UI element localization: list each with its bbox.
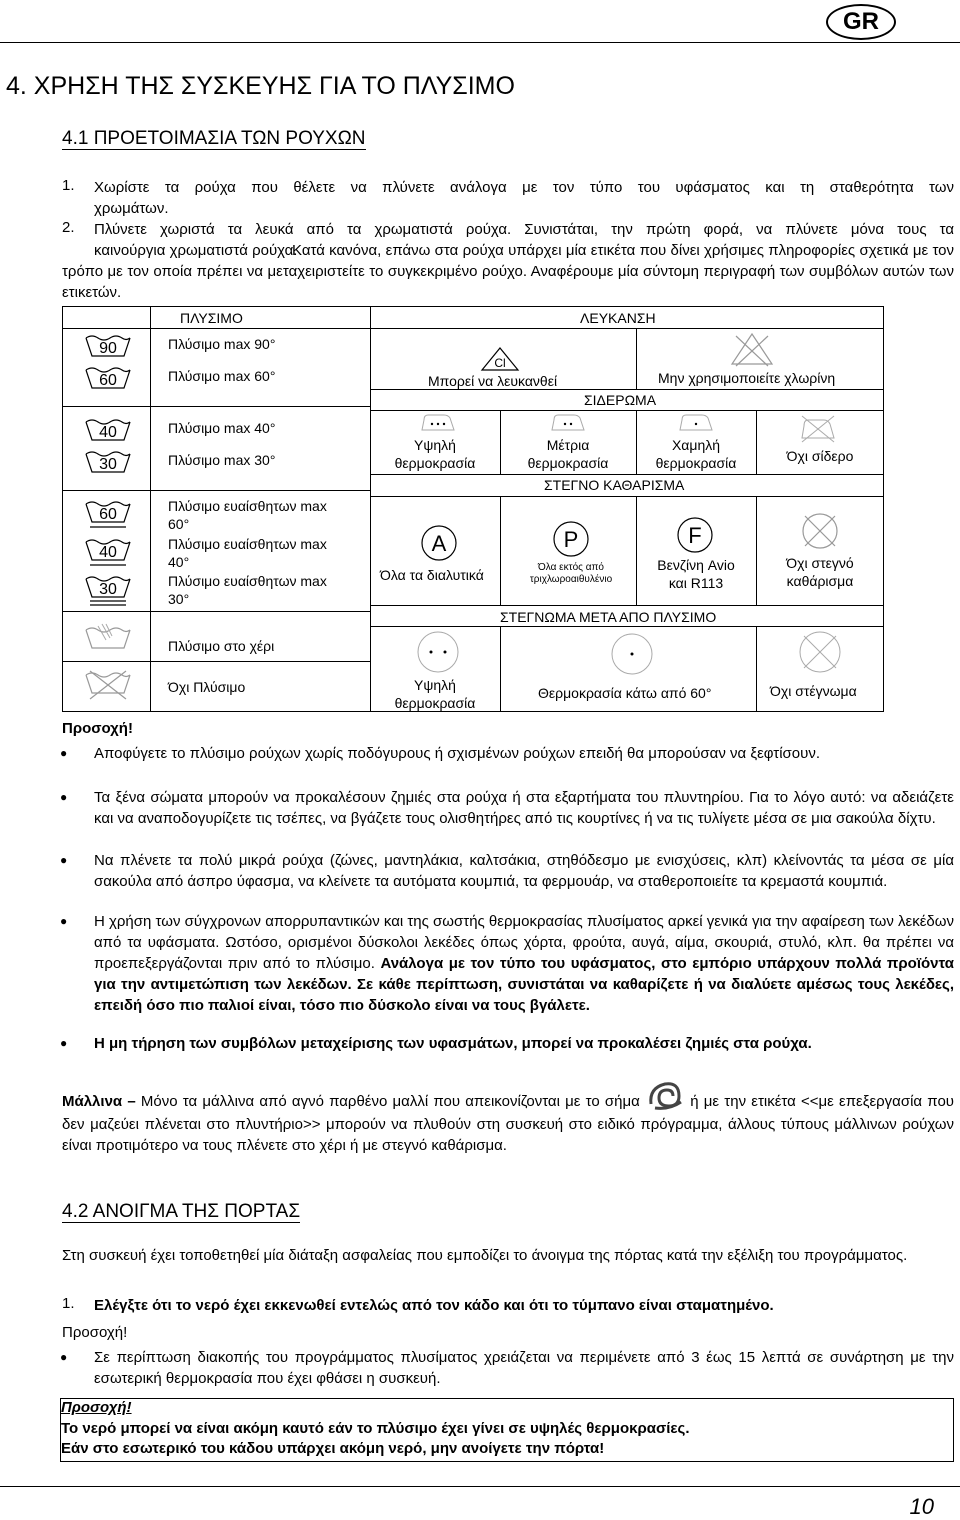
wash-label: Πλύσιμο ευαίσθητων max xyxy=(168,536,327,552)
wash-label: Πλύσιμο στο χέρι xyxy=(168,638,275,654)
door-paragraph: Στη συσκευή έχει τοποθετηθεί μία διάταξη ασφαλείας που εμποδίζει το άνοιγμα της πόρτας κατά την εξέλιξη του προγράμματος. xyxy=(62,1247,908,1264)
wash-tub-icon xyxy=(84,364,132,395)
list-item-text: χρωμάτων. xyxy=(94,200,169,217)
tumble-dry-header: ΣΤΕΓΝΩΜΑ ΜΕΤΑ ΑΠΟ ΠΛΥΣΙΜΟ xyxy=(500,609,717,625)
language-badge: GR xyxy=(826,4,896,40)
tub-number: 60 xyxy=(99,372,117,389)
caution-item: Σε περίπτωση διακοπής του προγράμματος πλυσίματος χρειάζεται να περιμένετε από 3 έως 15 λεπτά σε συνάρτηση με την εσωτερική θερμοκρασία που έχει φθάσει η συσκευή. xyxy=(94,1349,954,1387)
bullet-icon: ● xyxy=(60,914,68,928)
no-tumble-dry-label: Όχι στέγνωμα xyxy=(770,683,857,699)
gentle-wash-tub-icon xyxy=(84,536,132,573)
no-iron-icon xyxy=(798,414,838,449)
list-item-number: 2. xyxy=(62,219,75,236)
dry-clean-a-icon xyxy=(420,524,458,567)
caution-item: Να πλένετε τα πολύ μικρά ρούχα (ζώνες, μαντηλάκια, καλτσάκια, στηθόδεσμο με ενισχύσεις, κλπ) κλείνοντάς τα μέσα σε μία σακούλα από άσπρο ύφασμα, να κλείνετε τα αυτόματα κουμπιά, τα φερμουάρ, να σταθεροποιείτε τα κρεμαστά κουμπιά. xyxy=(94,852,954,890)
wash-label: 40° xyxy=(168,554,190,570)
no-dry-clean-icon xyxy=(801,512,839,555)
list-item-text: Χωρίστε τα ρούχα που θέλετε να πλύνετε ανάλογα με τον τύπο του υφάσματος και τη σταθερότητα των xyxy=(94,179,954,196)
tub-number: 30 xyxy=(99,581,117,598)
iron-medium-icon xyxy=(548,412,588,439)
iron-medium-label: Μέτρια θερμοκρασία xyxy=(527,437,609,471)
no-wash-icon xyxy=(84,669,132,708)
warning-label: Προσοχή! xyxy=(61,1399,132,1416)
bullet-icon: ● xyxy=(60,1036,68,1050)
iron-low-icon xyxy=(676,412,716,439)
wash-label: 60° xyxy=(168,516,190,532)
no-bleach-icon xyxy=(730,332,774,373)
tumble-dry-high-icon xyxy=(416,630,460,679)
tub-number: 40 xyxy=(99,424,117,441)
tub-number: 40 xyxy=(99,544,117,561)
caution-label: Προσοχή! xyxy=(62,720,133,737)
dry-clean-p-label: Όλα εκτός από τριχλωροαιθυλένιο xyxy=(529,562,613,585)
wool-paragraph: Μάλλινα – Μόνο τα μάλλινα από αγνό παρθένο μαλλί που απεικονίζονται με το σήμα ή με την ετικέτα <<με επεξεργασία που δεν μαζεύει πλένεται στο πλυντήριο>> μπορούν να πλυθούν στη συσκευή στο ειδικό πρόγραμμα, άλλους τύπους μάλλινων ρούχων είναι προτιμότερο να τους πλένετε στο χέρι ή με στεγνό καθάρισμα. xyxy=(62,1088,954,1156)
ironing-header: ΣΙΔΕΡΩΜΑ xyxy=(584,392,657,408)
list-item-number: 1. xyxy=(62,177,75,194)
list-item-number: 1. xyxy=(62,1295,75,1312)
bleach-allowed-label: Μπορεί να λευκανθεί xyxy=(428,373,558,389)
gentle-wash-tub-icon xyxy=(84,573,132,612)
caution-label: Προσοχή! xyxy=(62,1324,128,1341)
wash-label: Όχι Πλύσιμο xyxy=(168,679,246,695)
footer-rule xyxy=(0,1486,960,1487)
warning-box xyxy=(60,1398,954,1462)
warning-text: Το νερό μπορεί να είναι ακόμη καυτό εάν το πλύσιμο έχει γίνει σε υψηλές θερμοκρασίες. xyxy=(61,1420,690,1437)
dry-clean-symbol: A xyxy=(431,531,447,556)
wash-label: 30° xyxy=(168,591,190,607)
wash-label: Πλύσιμο max 40° xyxy=(168,420,276,436)
bleach-header: ΛΕΥΚΑΝΣΗ xyxy=(580,310,656,326)
list-item-text: καινούργια χρωματιστά ρούχα. xyxy=(94,242,298,259)
tub-number: 60 xyxy=(99,506,117,523)
tumble-dry-high-label: Υψηλή θερμοκρασία xyxy=(394,677,476,711)
wash-header: ΠΛΥΣΙΜΟ xyxy=(180,310,243,326)
caution-item: Αποφύγετε το πλύσιμο ρούχων χωρίς ποδόγυρους ή σχισμένων ρούχων επειδή θα μπορούσαν να ξεφτίσουν. xyxy=(94,745,821,762)
iron-high-label: Υψηλή θερμοκρασία xyxy=(394,437,476,471)
tumble-dry-low-label: Θερμοκρασία κάτω από 60° xyxy=(538,685,712,701)
no-bleach-label: Μην χρησιμοποιείτε χλωρίνη xyxy=(658,370,836,386)
wash-tub-icon xyxy=(84,416,132,447)
iron-low-label: Χαμηλή θερμοκρασία xyxy=(655,437,737,471)
page-number: 10 xyxy=(909,1494,934,1519)
iron-high-icon xyxy=(418,412,458,439)
header-rule xyxy=(0,42,960,43)
wash-label: Πλύσιμο max 60° xyxy=(168,368,276,384)
no-dry-clean-label: Όχι στεγνό καθάρισμα xyxy=(786,555,854,589)
gentle-wash-tub-icon xyxy=(84,498,132,535)
wash-tub-icon xyxy=(84,448,132,479)
list-item-text: Πλύνετε χωριστά τα λευκά από τα χρωματιστά ρούχα. Συνιστάται, την πρώτη φορά, να πλύνετε μόνα τους τα xyxy=(94,221,954,238)
hand-wash-icon xyxy=(84,622,132,657)
dry-clean-p-icon xyxy=(552,520,590,563)
chapter-title: 4. ΧΡΗΣΗ ΤΗΣ ΣΥΣΚΕΥΗΣ ΓΙΑ ΤΟ ΠΛΥΣΙΜΟ xyxy=(6,72,515,100)
wash-label: Πλύσιμο max 90° xyxy=(168,336,276,352)
bullet-icon: ● xyxy=(60,1350,68,1364)
tub-number: 30 xyxy=(99,456,117,473)
dry-clean-f-icon xyxy=(676,516,714,559)
bullet-icon: ● xyxy=(60,853,68,867)
section-title-4-2: 4.2 ΑΝΟΙΓΜΑ ΤΗΣ ΠΟΡΤΑΣ xyxy=(62,1201,301,1222)
bullet-icon: ● xyxy=(60,746,68,760)
dry-clean-symbol: P xyxy=(563,527,579,552)
wash-label: Πλύσιμο max 30° xyxy=(168,452,276,468)
labels-paragraph: Κατά κανόνα, επάνω στα ρούχα υπάρχει μία ετικέτα που δίνει χρήσιμες πληροφορίες σχετικά με τον τρόπο με τον οποία πρέπει να μεταχειριστείτε το συγκεκριμένο ρούχο. Αναφέρουμε μία σύντομη περιγραφή των συμβόλων αυτών των ετικετών. xyxy=(62,242,954,301)
caution-item: Η χρήση των σύγχρονων απορρυπαντικών και της σωστής θερμοκρασίας πλυσίματος αρκεί γενικά για την αφαίρεση των λεκέδων από τα υφάσματα. Ωστόσο, ορισμένοι δύσκολοι λεκέδες όπως χόρτα, φρούτα, αυγά, αίμα, σκουριά, στυλό, κλπ. θα πρέπει να προεπεξεργάζονται πριν από το πλύσιμο. Ανάλογα με τον τύπο του υφάσματος, στο εμπόριο υπάρχουν πολλά προϊόντα για την αντιμετώπιση των λεκέδων. Σε κάθε περίπτωση, συνιστάται να καθαρίζετε ή να διαλύετε αμέσως τους λεκέδες, επειδή όσο πιο παλιοί είναι, τόσο πιο δύσκολο είναι να τους βγάλετε. xyxy=(94,913,955,1014)
dry-clean-a-label: Όλα τα διαλυτικά xyxy=(380,567,484,583)
wash-label: Πλύσιμο ευαίσθητων max xyxy=(168,573,327,589)
no-tumble-dry-icon xyxy=(798,630,842,679)
wash-label: Πλύσιμο ευαίσθητων max xyxy=(168,498,327,514)
dry-clean-f-label: Βενζίνη Avio και R113 xyxy=(657,557,735,591)
wash-tub-icon xyxy=(84,332,132,363)
woolmark-icon xyxy=(645,1088,685,1114)
caution-item: Η μη τήρηση των συμβόλων μεταχείρισης των υφασμάτων, μπορεί να προκαλέσει ζημιές στα ρούχα. xyxy=(94,1035,812,1052)
warning-text: Εάν στο εσωτερικό του κάδου υπάρχει ακόμη νερό, μην ανοίγετε την πόρτα! xyxy=(61,1440,605,1457)
door-step: Ελέγξτε ότι το νερό έχει εκκενωθεί εντελώς από τον κάδο και ότι το τύμπανο είναι σταματημένο. xyxy=(94,1297,774,1314)
bleach-symbol: Cl xyxy=(494,356,506,370)
caution-item: Τα ξένα σώματα μπορούν να προκαλέσουν ζημιές στα ρούχα ή στα εξαρτήματα του πλυντηρίου. Για το λόγο αυτό: να αδειάζετε και να αναποδογυρίζετε τις τσέπες, να βγάζετε τους ολισθητήρες από τις κουρτίνες ή να τις τυλίγετε μέσα σε μια σακούλα δίχτυ. xyxy=(94,789,954,827)
tub-number: 90 xyxy=(99,340,117,357)
tumble-dry-low-icon xyxy=(610,632,654,681)
no-iron-label: Όχι σίδερο xyxy=(786,448,854,464)
bullet-icon: ● xyxy=(60,790,68,804)
dry-cleaning-header: ΣΤΕΓΝΟ ΚΑΘΑΡΙΣΜΑ xyxy=(544,477,685,493)
dry-clean-symbol: F xyxy=(688,523,702,548)
care-symbols-table xyxy=(62,306,884,712)
section-title-4-1: 4.1 ΠΡΟΕΤΟΙΜΑΣΙΑ ΤΩΝ ΡΟΥΧΩΝ xyxy=(62,128,366,149)
